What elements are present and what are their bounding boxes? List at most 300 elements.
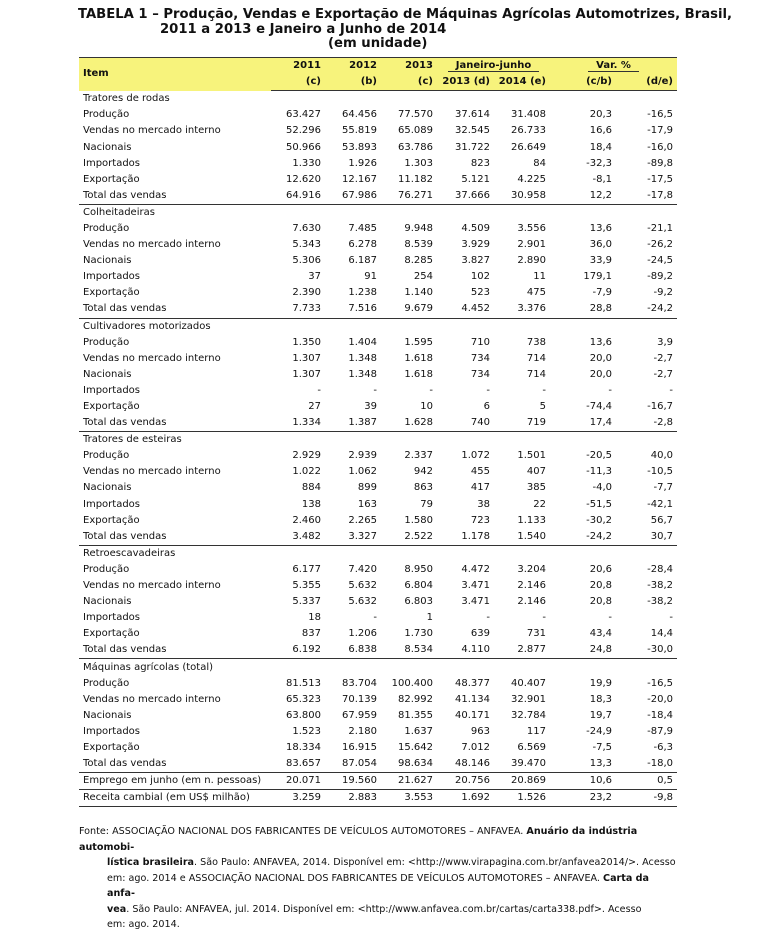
cell-var-cb: 18,3 — [589, 693, 612, 705]
cell-2013 — [381, 204, 437, 221]
cell-jan-2013: 40.171 — [455, 709, 490, 721]
table-row — [79, 253, 677, 269]
cell-var-cb: 20,8 — [589, 580, 612, 592]
cell-var-de: -30,0 — [647, 644, 673, 656]
cell-jan-2013: - — [486, 384, 490, 396]
cell-2012: 55.819 — [342, 125, 377, 137]
cell-var-de: -38,2 — [647, 580, 673, 592]
cell-jan-2013: 1.692 — [437, 790, 494, 807]
row-label: Vendas no mercado interno — [83, 352, 221, 364]
cell-var-cb: - — [608, 384, 612, 396]
cell-var-cb: 19,7 — [589, 709, 612, 721]
cell-jan-2013: 740 — [470, 417, 490, 429]
cell-var-cb: 19,9 — [589, 677, 612, 689]
cell-2013: 100.400 — [391, 677, 433, 689]
cell-jan-2014: 31.408 — [511, 109, 546, 121]
cell-2012: 12.167 — [342, 173, 377, 185]
cell-2012 — [325, 318, 381, 335]
cell-jan-2014: 1.501 — [517, 450, 546, 462]
cell-2012: 1.926 — [348, 157, 377, 169]
row-label: Exportação — [83, 287, 140, 299]
cell-var-de: -89,8 — [647, 157, 673, 169]
cell-var-de: -17,8 — [647, 189, 673, 201]
header-2012: 2012 — [325, 58, 381, 75]
table-row — [79, 156, 677, 172]
table-row — [79, 659, 677, 676]
cell-2011: 52.296 — [286, 125, 321, 137]
footnote-bold-1a: Anuário da indústria automobi- — [79, 826, 638, 853]
cell-jan-2013: 4.509 — [461, 222, 490, 234]
cell-2011: 83.657 — [286, 758, 321, 770]
row-label: Nacionais — [83, 141, 132, 153]
cell-jan-2014: 11 — [533, 271, 546, 283]
cell-2013 — [381, 659, 437, 676]
cell-2011: 63.800 — [286, 709, 321, 721]
row-label: Produção — [83, 677, 130, 689]
cell-jan-2014: 4.225 — [517, 173, 546, 185]
row-label: Emprego em junho (em n. pessoas) — [79, 773, 271, 790]
cell-jan-2014: 1.540 — [517, 530, 546, 542]
row-label: Nacionais — [83, 596, 132, 608]
cell-jan-2014: 5 — [539, 401, 546, 413]
cell-jan-2013 — [437, 204, 494, 221]
cell-jan-2014: - — [542, 384, 546, 396]
cell-jan-2014: 26.649 — [511, 141, 546, 153]
cell-var-cb: 36,0 — [589, 239, 612, 251]
table-row — [79, 351, 677, 367]
table-row — [79, 383, 677, 399]
cell-jan-2014: 2.146 — [517, 580, 546, 592]
cell-2013: 21.627 — [381, 773, 437, 790]
cell-2012: 6.187 — [348, 255, 377, 267]
row-label: Total das vendas — [83, 644, 167, 656]
row-label: Produção — [83, 563, 130, 575]
cell-2013: 1.618 — [404, 352, 433, 364]
cell-var-cb: - — [608, 612, 612, 624]
cell-2013: 65.089 — [398, 125, 433, 137]
row-label: Importados — [83, 612, 140, 624]
cell-var-de: -21,1 — [647, 222, 673, 234]
cell-2013: 15.642 — [398, 741, 433, 753]
cell-var-cb — [550, 659, 616, 676]
header-var — [550, 58, 677, 75]
cell-jan-2014: 714 — [526, 368, 546, 380]
cell-jan-2013: 48.146 — [455, 758, 490, 770]
cell-jan-2014 — [494, 318, 550, 335]
cell-var-de: -9,8 — [616, 790, 677, 807]
cell-jan-2014: 407 — [526, 466, 546, 478]
table-row — [79, 529, 677, 546]
table-row — [79, 708, 677, 724]
cell-var-cb: -7,9 — [592, 287, 612, 299]
footnote-line-4 — [79, 902, 677, 918]
cell-2012: 2.883 — [325, 790, 381, 807]
cell-jan-2013: 6 — [483, 401, 490, 413]
cell-2012: - — [373, 384, 377, 396]
table-row — [79, 204, 677, 221]
cell-var-cb: 33,9 — [589, 255, 612, 267]
row-label: Nacionais — [83, 255, 132, 267]
cell-jan-2014: 3.376 — [517, 303, 546, 315]
cell-var-de: -2,7 — [653, 352, 673, 364]
cell-2012: 1.404 — [348, 336, 377, 348]
cell-var-cb: -8,1 — [592, 173, 612, 185]
cell-2011: 1.307 — [292, 368, 321, 380]
cell-jan-2013 — [437, 318, 494, 335]
table-row — [79, 269, 677, 285]
header-2013-note: (c) — [381, 74, 437, 91]
row-label: Receita cambial (em US$ milhão) — [79, 790, 271, 807]
cell-jan-2014: 30.958 — [511, 189, 546, 201]
cell-var-cb: -24,9 — [586, 725, 612, 737]
cell-jan-2013: 20.756 — [437, 773, 494, 790]
cell-jan-2013: 734 — [470, 352, 490, 364]
table-row — [79, 139, 677, 155]
cell-2012: - — [373, 612, 377, 624]
footnote-text-2: em: ago. 2014 e ASSOCIAÇÃO NACIONAL DOS FABRICANTES DE VEÍCULOS AUTOMOTORES – ANFAVEA. — [107, 872, 604, 884]
cell-2012 — [325, 659, 381, 676]
footnote-lead: Fonte: ASSOCIAÇÃO NACIONAL DOS FABRICANTES DE VEÍCULOS AUTOMOTORES – ANFAVEA. — [79, 826, 527, 837]
cell-2013 — [381, 545, 437, 562]
cell-var-cb: 179,1 — [583, 271, 612, 283]
row-label: Máquinas agrícolas (total) — [79, 659, 271, 676]
cell-2011: 18.334 — [286, 741, 321, 753]
cell-jan-2013 — [437, 432, 494, 449]
cell-2012: 2.180 — [348, 725, 377, 737]
cell-var-de: -2,7 — [653, 368, 673, 380]
cell-var-cb: 13,6 — [589, 222, 612, 234]
header-row-1 — [79, 58, 677, 75]
cell-2012 — [325, 204, 381, 221]
cell-2011: 81.513 — [286, 677, 321, 689]
cell-var-de: - — [669, 384, 673, 396]
table-row — [79, 318, 677, 335]
row-label: Importados — [83, 271, 140, 283]
table-row — [79, 497, 677, 513]
cell-jan-2014: 2.890 — [517, 255, 546, 267]
cell-var-de: -26,2 — [647, 239, 673, 251]
cell-2012: 1.206 — [348, 628, 377, 640]
header-janeiro-junho-label: Janeiro-junho — [448, 60, 539, 72]
cell-jan-2014: 385 — [526, 482, 546, 494]
cell-2011: 6.192 — [292, 644, 321, 656]
footnote-text-3: . São Paulo: ANFAVEA, jul. 2014. Disponível em: <http://www.anfavea.com.br/cartas/carta338.pdf>. Acesso — [126, 903, 642, 915]
cell-2012 — [325, 545, 381, 562]
cell-jan-2013: 710 — [470, 336, 490, 348]
row-label: Importados — [83, 725, 140, 737]
cell-var-cb: 16,6 — [589, 125, 612, 137]
cell-2013: 98.634 — [398, 758, 433, 770]
cell-var-de: -24,2 — [647, 303, 673, 315]
row-label: Exportação — [83, 514, 140, 526]
cell-2013 — [381, 432, 437, 449]
cell-2011: 2.460 — [292, 514, 321, 526]
header-jan-2014: 2014 (e) — [494, 74, 550, 91]
cell-jan-2014 — [494, 91, 550, 108]
cell-2013: 254 — [413, 271, 433, 283]
cell-jan-2014: 39.470 — [511, 758, 546, 770]
cell-2012 — [325, 432, 381, 449]
cell-var-cb: 13,6 — [589, 336, 612, 348]
cell-2012: 2.265 — [348, 514, 377, 526]
cell-var-de: -38,2 — [647, 596, 673, 608]
cell-2013: 3.553 — [381, 790, 437, 807]
cell-2013: 1.303 — [404, 157, 433, 169]
cell-jan-2013: 48.377 — [455, 677, 490, 689]
table-row — [79, 464, 677, 480]
cell-2012: 899 — [357, 482, 377, 494]
cell-2011: 65.323 — [286, 693, 321, 705]
cell-jan-2013: 102 — [470, 271, 490, 283]
row-label: Nacionais — [83, 709, 132, 721]
cell-2012: 1.238 — [348, 287, 377, 299]
cell-jan-2014: 2.146 — [517, 596, 546, 608]
cell-var-cb — [550, 204, 616, 221]
table-row — [79, 367, 677, 383]
footnote-line-1 — [79, 824, 677, 855]
row-label: Colheitadeiras — [79, 204, 271, 221]
cell-2013: 942 — [413, 466, 433, 478]
cell-2013: - — [429, 384, 433, 396]
header-2011-note: (c) — [271, 74, 325, 91]
cell-var-de: -18,4 — [647, 709, 673, 721]
cell-jan-2014: 40.407 — [511, 677, 546, 689]
cell-2013: 77.570 — [398, 109, 433, 121]
cell-var-de: -17,5 — [647, 173, 673, 185]
table-row — [79, 790, 677, 807]
cell-2013: 82.992 — [398, 693, 433, 705]
cell-jan-2014: 117 — [526, 725, 546, 737]
cell-var-de: 30,7 — [650, 530, 673, 542]
cell-2012: 2.939 — [348, 450, 377, 462]
cell-jan-2013: 639 — [470, 628, 490, 640]
cell-2012: 1.348 — [348, 368, 377, 380]
row-label: Tratores de esteiras — [79, 432, 271, 449]
cell-2013: 1.628 — [404, 417, 433, 429]
cell-jan-2013: 417 — [470, 482, 490, 494]
cell-var-de: -89,2 — [647, 271, 673, 283]
cell-var-de: 0,5 — [616, 773, 677, 790]
cell-jan-2013: 734 — [470, 368, 490, 380]
table-row — [79, 91, 677, 108]
cell-jan-2014: 84 — [533, 157, 546, 169]
table-row — [79, 448, 677, 464]
row-label: Produção — [83, 222, 130, 234]
cell-jan-2014: 6.569 — [517, 741, 546, 753]
cell-2012: 7.485 — [348, 222, 377, 234]
cell-2011: 1.022 — [292, 466, 321, 478]
table-row — [79, 740, 677, 756]
cell-var-cb: 24,8 — [589, 644, 612, 656]
cell-2012: 67.959 — [342, 709, 377, 721]
row-label: Importados — [83, 384, 140, 396]
cell-var-de: 3,9 — [657, 336, 673, 348]
row-label: Exportação — [83, 741, 140, 753]
cell-2011: 5.355 — [292, 580, 321, 592]
cell-2012: 5.632 — [348, 580, 377, 592]
data-table — [79, 57, 677, 807]
cell-2011: 20.071 — [271, 773, 325, 790]
footnote-bold-2b: vea — [107, 903, 127, 915]
cell-2013 — [381, 91, 437, 108]
cell-var-cb: -74,4 — [586, 401, 612, 413]
cell-var-cb: 17,4 — [589, 417, 612, 429]
table-row — [79, 676, 677, 692]
cell-2012: 1.387 — [348, 417, 377, 429]
source-footnote — [79, 824, 677, 933]
table-row — [79, 123, 677, 139]
cell-var-cb: 20,6 — [589, 563, 612, 575]
cell-2012: 5.632 — [348, 596, 377, 608]
row-label: Vendas no mercado interno — [83, 125, 221, 137]
cell-jan-2014 — [494, 659, 550, 676]
cell-var-de: - — [669, 612, 673, 624]
cell-2013: 8.950 — [404, 563, 433, 575]
table-row — [79, 188, 677, 205]
row-label: Retroescavadeiras — [79, 545, 271, 562]
cell-2013: 6.804 — [404, 580, 433, 592]
cell-2012: 91 — [364, 271, 377, 283]
cell-2012: 64.456 — [342, 109, 377, 121]
cell-var-cb: -24,2 — [586, 530, 612, 542]
cell-jan-2014: 1.526 — [494, 790, 550, 807]
cell-2011: 18 — [308, 612, 321, 624]
row-label: Produção — [83, 109, 130, 121]
row-label: Produção — [83, 336, 130, 348]
cell-var-de: -10,5 — [647, 466, 673, 478]
table-row — [79, 107, 677, 123]
cell-2011: 3.259 — [271, 790, 325, 807]
cell-2013: 1.637 — [404, 725, 433, 737]
cell-2011: 37 — [308, 271, 321, 283]
cell-jan-2013: 3.929 — [461, 239, 490, 251]
cell-var-de: -9,2 — [653, 287, 673, 299]
row-label: Vendas no mercado interno — [83, 580, 221, 592]
cell-var-de: 14,4 — [650, 628, 673, 640]
table-row — [79, 626, 677, 642]
cell-var-cb — [550, 545, 616, 562]
cell-2012: 1.348 — [348, 352, 377, 364]
cell-var-cb: 18,4 — [589, 141, 612, 153]
cell-jan-2013: 3.827 — [461, 255, 490, 267]
cell-var-cb: 20,0 — [589, 368, 612, 380]
cell-var-de: 56,7 — [650, 514, 673, 526]
table-row — [79, 773, 677, 790]
cell-2011: 837 — [301, 628, 321, 640]
title-line-2: 2011 a 2013 e Janeiro a Junho de 2014 — [160, 21, 447, 37]
cell-2011: 2.929 — [292, 450, 321, 462]
cell-2012: 3.327 — [348, 530, 377, 542]
table-row — [79, 545, 677, 562]
cell-var-de: -87,9 — [647, 725, 673, 737]
cell-jan-2013: 32.545 — [455, 125, 490, 137]
row-label: Nacionais — [83, 482, 132, 494]
cell-2011: 1.523 — [292, 725, 321, 737]
cell-jan-2014: 2.877 — [517, 644, 546, 656]
table-row — [79, 237, 677, 253]
row-label: Importados — [83, 157, 140, 169]
table-row — [79, 285, 677, 301]
cell-2011: 1.330 — [292, 157, 321, 169]
table-row — [79, 562, 677, 578]
cell-var-de: -17,9 — [647, 125, 673, 137]
cell-2012: 70.139 — [342, 693, 377, 705]
cell-2011: 50.966 — [286, 141, 321, 153]
cell-jan-2014: 32.784 — [511, 709, 546, 721]
header-2012-note: (b) — [325, 74, 381, 91]
cell-2012: 1.062 — [348, 466, 377, 478]
cell-jan-2013: 1.178 — [461, 530, 490, 542]
cell-2012: 6.278 — [348, 239, 377, 251]
footnote-line-2 — [79, 855, 677, 871]
row-label: Cultivadores motorizados — [79, 318, 271, 335]
cell-2011 — [271, 91, 325, 108]
footnote-text-1: . São Paulo: ANFAVEA, 2014. Disponível em: <http://www.virapagina.com.br/anfavea2014/>. Acesso — [194, 857, 676, 868]
table-row — [79, 335, 677, 351]
cell-2013: 1.618 — [404, 368, 433, 380]
table-body — [79, 91, 677, 807]
cell-var-cb: 23,2 — [550, 790, 616, 807]
cell-2011 — [271, 432, 325, 449]
cell-2011: 12.620 — [286, 173, 321, 185]
row-label: Total das vendas — [83, 417, 167, 429]
cell-var-cb — [550, 432, 616, 449]
row-label: Total das vendas — [83, 303, 167, 315]
cell-jan-2014: 3.556 — [517, 222, 546, 234]
cell-var-de: 40,0 — [650, 450, 673, 462]
cell-2013: 1.595 — [404, 336, 433, 348]
cell-2012: 7.420 — [348, 563, 377, 575]
cell-jan-2013: 823 — [470, 157, 490, 169]
cell-2013: 8.539 — [404, 239, 433, 251]
table-title — [78, 7, 733, 52]
title-line-1: TABELA 1 – Produção, Vendas e Exportação de Máquinas Agrícolas Automotrizes, Brasil, — [78, 7, 733, 22]
cell-2013: 9.679 — [404, 303, 433, 315]
cell-jan-2013: 455 — [470, 466, 490, 478]
cell-2013: 63.786 — [398, 141, 433, 153]
cell-var-cb: -30,2 — [586, 514, 612, 526]
cell-2011: 1.334 — [292, 417, 321, 429]
row-label: Vendas no mercado interno — [83, 466, 221, 478]
cell-jan-2013: 1.072 — [461, 450, 490, 462]
cell-2012: 83.704 — [342, 677, 377, 689]
row-label: Nacionais — [83, 368, 132, 380]
cell-var-de: -6,3 — [653, 741, 673, 753]
cell-jan-2013: 31.722 — [455, 141, 490, 153]
cell-2013 — [381, 318, 437, 335]
cell-var-cb: -51,5 — [586, 498, 612, 510]
row-label: Exportação — [83, 173, 140, 185]
cell-2012: 16.915 — [342, 741, 377, 753]
table-row — [79, 642, 677, 659]
cell-var-de: -16,5 — [647, 677, 673, 689]
cell-var-cb: 20,8 — [589, 596, 612, 608]
cell-var-de — [616, 318, 677, 335]
header-var-label: Var. % — [588, 60, 639, 72]
cell-2013: 8.285 — [404, 255, 433, 267]
cell-jan-2014: 1.133 — [517, 514, 546, 526]
cell-2011: 1.307 — [292, 352, 321, 364]
table-row — [79, 610, 677, 626]
cell-2011: 5.306 — [292, 255, 321, 267]
cell-jan-2013: 4.472 — [461, 563, 490, 575]
cell-jan-2014: 475 — [526, 287, 546, 299]
cell-2011: 1.350 — [292, 336, 321, 348]
row-label: Importados — [83, 498, 140, 510]
cell-2012: 6.838 — [348, 644, 377, 656]
table-row — [79, 513, 677, 529]
cell-2012: 7.516 — [348, 303, 377, 315]
